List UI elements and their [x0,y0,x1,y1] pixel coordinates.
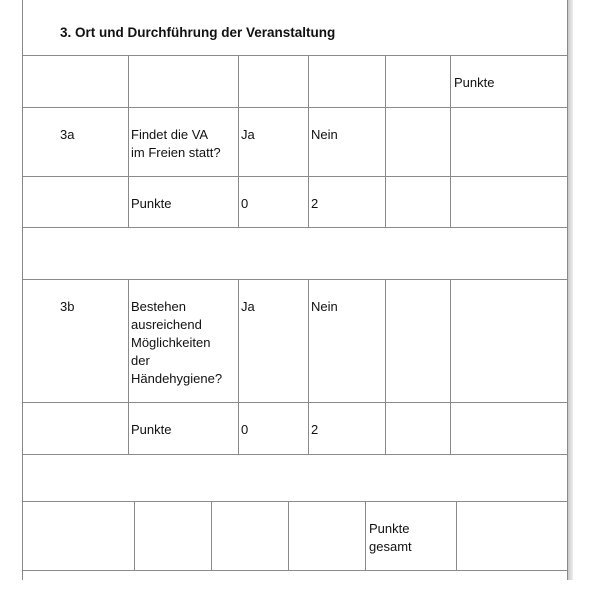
col-divider [288,501,289,570]
points-yes-3b: 0 [241,422,249,437]
col-divider [238,107,239,227]
question-text-line: Möglichkeiten [131,335,211,350]
option-yes-3a: Ja [241,127,255,142]
points-yes-3a: 0 [241,196,249,211]
row-divider [22,279,568,280]
row-divider [22,402,568,403]
row-divider [22,570,568,571]
question-text-line: im Freien statt? [131,145,221,160]
row-divider [22,176,568,177]
points-label-3b: Punkte [131,422,172,437]
row-divider [22,227,568,228]
question-text-line: der [131,353,150,368]
section-title: 3. Ort und Durchführung der Veranstaltung [60,25,336,40]
col-divider [308,55,309,107]
option-yes-3b: Ja [241,299,255,314]
points-no-3b: 2 [311,422,319,437]
col-divider [211,501,212,570]
col-divider [238,55,239,107]
row-divider [22,501,568,502]
col-divider [308,107,309,227]
col-divider [456,501,457,570]
col-divider [450,107,451,227]
question-text-line: Bestehen [131,299,186,314]
col-divider [450,279,451,454]
page-edge-shadow [568,0,573,580]
total-label-line: gesamt [369,539,412,554]
col-divider [238,279,239,454]
col-divider [128,279,129,454]
row-divider [22,454,568,455]
col-divider [134,501,135,570]
option-no-3a: Nein [311,127,338,142]
col-divider [308,279,309,454]
question-text-3a [131,126,221,162]
question-text-line: Händehygiene? [131,371,223,386]
question-text-3b [131,298,222,388]
col-divider [128,107,129,227]
table-border-left [22,0,23,580]
col-divider [385,279,386,454]
row-divider [22,55,568,56]
points-no-3a: 2 [311,196,319,211]
question-number-3a: 3a [60,127,75,142]
row-divider [22,107,568,108]
question-number-3b: 3b [60,299,75,314]
col-divider [450,55,451,107]
points-label-3a: Punkte [131,196,172,211]
col-divider [365,501,366,570]
question-text-line: ausreichend [131,317,202,332]
option-no-3b: Nein [311,299,338,314]
col-divider [385,55,386,107]
total-points-label [369,520,412,556]
points-column-header: Punkte [454,75,495,90]
total-label-line: Punkte [369,521,410,536]
col-divider [385,107,386,227]
col-divider [128,55,129,107]
question-text-line: Findet die VA [131,127,209,142]
